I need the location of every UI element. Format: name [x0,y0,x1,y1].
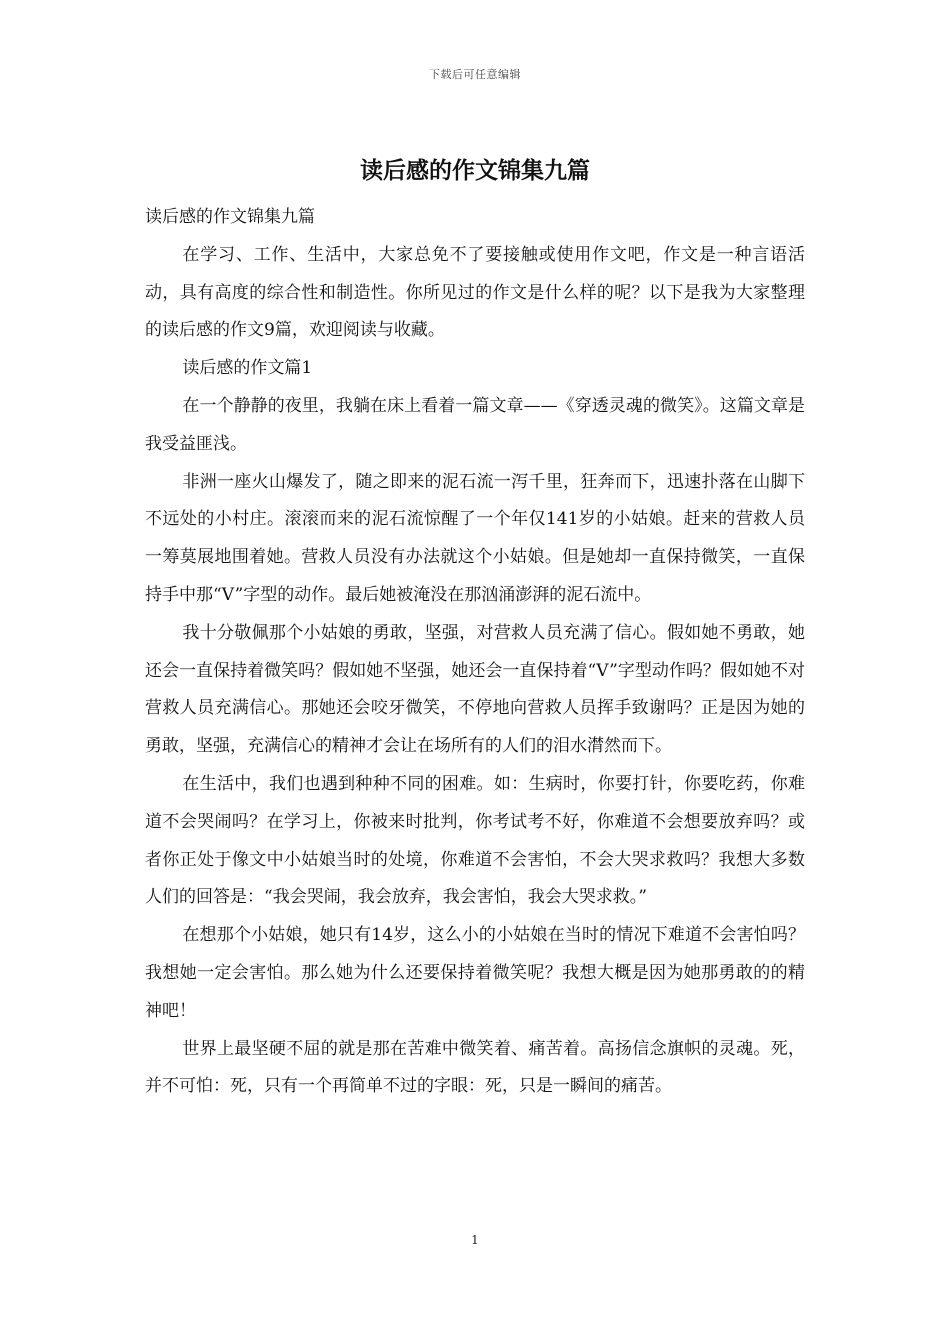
page-number: 1 [471,1233,479,1247]
body-paragraph: 在学习、工作、生活中，大家总免不了要接触或使用作文吧，作文是一种言语活动，具有高度的综合性和制造性。你所见过的作文是什么样的呢？以下是我为大家整理的读后感的作文9篇，欢迎阅读与收藏。 [145,244,805,341]
body-paragraph: 在想那个小姑娘，她只有14岁，这么小的小姑娘在当时的情况下难道不会害怕吗？我想她一定会害怕。那么她为什么还要保持着微笑呢？我想大概是因为她那勇敢的的精神吧！ [145,925,805,1021]
body-paragraph: 非洲一座火山爆发了，随之即来的泥石流一泻千里，狂奔而下，迅速扑落在山脚下不远处的小村庄。滚滚而来的泥石流惊醒了一个年仅141岁的小姑娘。赶来的营救人员一筹莫展地围着她。营救人员没有办法就这个小姑娘。但是她却一直保持微笑，一直保持手中那“V”字型的动作。最后她被淹没在那汹涌澎湃的泥石流中。 [145,471,805,605]
section-heading: 读后感的作文篇1 [182,358,313,379]
body-paragraph: 世界上最坚硬不屈的就是那在苦难中微笑着、痛苦着。高扬信念旗帜的灵魂。死，并不可怕：死，只有一个再简单不过的字眼：死，只是一瞬间的痛苦。 [145,1038,805,1097]
body-paragraph: 我十分敬佩那个小姑娘的勇敢，坚强，对营救人员充满了信心。假如她不勇敢，她还会一直保持着微笑吗？假如她不坚强，她还会一直保持着“V”字型动作吗？假如她不对营救人员充满信心。那她还会咬牙微笑，不停地向营救人员挥手致谢吗？正是因为她的勇敢，坚强，充满信心的精神才会让在场所有的人们的泪水潸然而下。 [145,622,805,757]
header-note: 下载后可任意编辑 [429,68,521,81]
body-paragraph: 在一个静静的夜里，我躺在床上看着一篇文章——《穿透灵魂的微笑》。这篇文章是我受益匪浅。 [145,395,805,454]
document-title: 读后感的作文锦集九篇 [360,158,590,184]
body-subtitle: 读后感的作文锦集九篇 [145,207,315,227]
document-body [145,199,805,1106]
body-paragraph: 在生活中，我们也遇到种种不同的困难。如：生病时，你要打针，你要吃药，你难道不会哭闹吗？在学习上，你被来时批判，你考试考不好，你难道不会想要放弃吗？或者你正处于像文中小姑娘当时的处境，你难道不会害怕，不会大哭求救吗？我想大多数人们的回答是：“我会哭闹，我会放弃，我会害怕，我会大哭求救。” [145,773,805,908]
